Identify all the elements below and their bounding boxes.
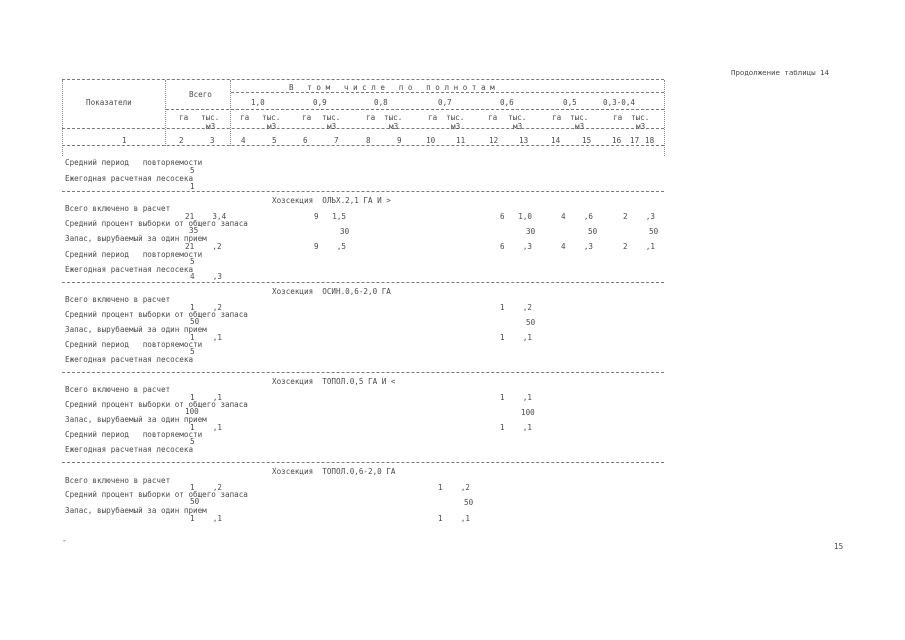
row-label-all-included: Всего включено в расчет	[65, 295, 171, 304]
value: 1 ,1	[190, 333, 223, 342]
sub-thous-3: тыс.	[384, 113, 403, 122]
colnum-13: 13	[519, 136, 529, 145]
value: 1 ,1	[190, 393, 223, 402]
value: 100	[521, 408, 535, 417]
section-title: Хозсекция ОСИН.0,6-2,0 ГА	[272, 287, 391, 296]
value: 50	[649, 227, 659, 236]
colnum-12: 12	[489, 136, 499, 145]
row-label-avg-period: Средний период повторяемости	[65, 250, 203, 259]
value: 2 ,3	[623, 212, 656, 221]
sub-thous-total: тыс.	[201, 113, 220, 122]
row-label-annual-cut: Ежегодная расчетная лесосека	[65, 445, 194, 454]
density-1-0: 1,0	[251, 98, 265, 107]
value: 50	[526, 318, 536, 327]
section-title: Хозсекция ТОПОЛ.0,5 ГА И <	[272, 377, 396, 386]
colnum-15: 15	[582, 136, 592, 145]
density-0-9: 0,9	[313, 98, 327, 107]
sub-ga-4: га	[428, 113, 438, 122]
sub-m3-6: м3	[575, 122, 585, 131]
value: 50	[190, 497, 200, 506]
value: 2 ,1	[623, 242, 656, 251]
row-label-stock-per-cut: Запас, вырубаемый за один прием	[65, 415, 207, 424]
value: 1 ,2	[190, 483, 223, 492]
value: 6 ,3	[500, 242, 533, 251]
row-label-avg-period: Средний период повторяемости	[65, 430, 203, 439]
value: 5	[190, 257, 195, 266]
sub-m3-5: м3	[513, 122, 523, 131]
sub-ga-7: га	[613, 113, 623, 122]
colnum-18: 18	[645, 136, 655, 145]
colnum-6: 6	[303, 136, 308, 145]
value: 21 3,4	[185, 212, 227, 221]
value: 21 ,2	[185, 242, 222, 251]
row-label-avg-percent: Средний процент выборки от общего запаса	[65, 310, 248, 319]
sub-m3-4: м3	[451, 122, 461, 131]
value: 1 ,1	[500, 423, 533, 432]
row-label-annual-cut: Ежегодная расчетная лесосека	[65, 355, 194, 364]
colnum-17: 17	[630, 136, 640, 145]
value: 6 1,0	[500, 212, 533, 221]
value: 1	[190, 182, 195, 191]
density-0-7: 0,7	[438, 98, 452, 107]
colnum-7: 7	[334, 136, 339, 145]
sub-m3-total: м3	[206, 122, 216, 131]
value: 4 ,3	[561, 242, 594, 251]
row-label-avg-period: Средний период повторяемости	[65, 158, 203, 167]
sub-thous-2: тыс.	[322, 113, 341, 122]
header-total: Всего	[189, 90, 212, 99]
density-0-6: 0,6	[500, 98, 514, 107]
value: 5	[190, 347, 195, 356]
row-label-avg-percent: Средний процент выборки от общего запаса	[65, 219, 248, 228]
row-label-all-included: Всего включено в расчет	[65, 476, 171, 485]
value: 30	[340, 227, 350, 236]
colnum-14: 14	[551, 136, 561, 145]
value: 1 ,1	[438, 514, 471, 523]
section-title: Хозсекция ОЛЬХ.2,1 ГА И >	[272, 196, 391, 205]
colnum-5: 5	[272, 136, 277, 145]
header-indicators: Показатели	[86, 98, 132, 107]
value: 35	[189, 226, 199, 235]
sub-thous-7: тыс.	[631, 113, 650, 122]
value: 5	[190, 166, 195, 175]
continuation-label: Продолжение таблицы 14	[731, 68, 829, 77]
value: 50	[464, 498, 474, 507]
value: 1 ,1	[500, 393, 533, 402]
row-label-annual-cut: Ежегодная расчетная лесосека	[65, 265, 194, 274]
colnum-9: 9	[397, 136, 402, 145]
value: 100	[185, 407, 199, 416]
sub-thous-1: тыс.	[262, 113, 281, 122]
value: 1 ,1	[500, 333, 533, 342]
colnum-10: 10	[426, 136, 436, 145]
value: 1 ,2	[438, 483, 471, 492]
row-label-avg-percent: Средний процент выборки от общего запаса	[65, 400, 248, 409]
value: 50	[190, 317, 200, 326]
row-label-stock-per-cut: Запас, вырубаемый за один прием	[65, 325, 207, 334]
section-title: Хозсекция ТОПОЛ.0,6-2,0 ГА	[272, 467, 396, 476]
sub-m3-3: м3	[389, 122, 399, 131]
sub-ga-2: га	[302, 113, 312, 122]
sub-ga-total: га	[179, 113, 189, 122]
value: 9 1,5	[314, 212, 347, 221]
corner-mark: -	[62, 536, 67, 545]
density-0-5: 0,5	[563, 98, 577, 107]
value: 1 ,2	[500, 303, 533, 312]
row-label-all-included: Всего включено в расчет	[65, 385, 171, 394]
value: 1 ,2	[190, 303, 223, 312]
row-label-all-included: Всего включено в расчет	[65, 204, 171, 213]
value: 1 ,1	[190, 514, 223, 523]
value: 4 ,6	[561, 212, 594, 221]
row-label-avg-period: Средний период повторяемости	[65, 340, 203, 349]
value: 9 ,5	[314, 242, 347, 251]
value: 50	[588, 227, 598, 236]
row-label-stock-per-cut: Запас, вырубаемый за один прием	[65, 234, 207, 243]
sub-thous-6: тыс.	[570, 113, 589, 122]
colnum-2: 2	[179, 136, 184, 145]
sub-ga-1: га	[240, 113, 250, 122]
row-label-avg-percent: Средний процент выборки от общего запаса	[65, 490, 248, 499]
header-by-density: В т о м ч и с л е п о п о л н о т а м	[289, 83, 495, 92]
density-0-3-0-4: 0,3-0,4	[603, 98, 636, 107]
value: 1 ,1	[190, 423, 223, 432]
colnum-16: 16	[612, 136, 622, 145]
colnum-11: 11	[456, 136, 466, 145]
colnum-1: 1	[122, 136, 127, 145]
value: 4 ,3	[190, 272, 223, 281]
row-label-stock-per-cut: Запас, вырубаемый за один прием	[65, 506, 207, 515]
sub-thous-4: тыс.	[446, 113, 465, 122]
sub-m3-1: м3	[267, 122, 277, 131]
colnum-8: 8	[366, 136, 371, 145]
sub-m3-2: м3	[327, 122, 337, 131]
sub-ga-6: га	[552, 113, 562, 122]
sub-m3-7: м3	[636, 122, 646, 131]
colnum-3: 3	[210, 136, 215, 145]
sub-thous-5: тыс.	[508, 113, 527, 122]
value: 30	[526, 227, 536, 236]
row-label-annual-cut: Ежегодная расчетная лесосека	[65, 174, 194, 183]
density-0-8: 0,8	[374, 98, 388, 107]
page-number: 15	[834, 542, 844, 551]
colnum-4: 4	[241, 136, 246, 145]
sub-ga-3: га	[366, 113, 376, 122]
value: 5	[190, 437, 195, 446]
sub-ga-5: га	[488, 113, 498, 122]
